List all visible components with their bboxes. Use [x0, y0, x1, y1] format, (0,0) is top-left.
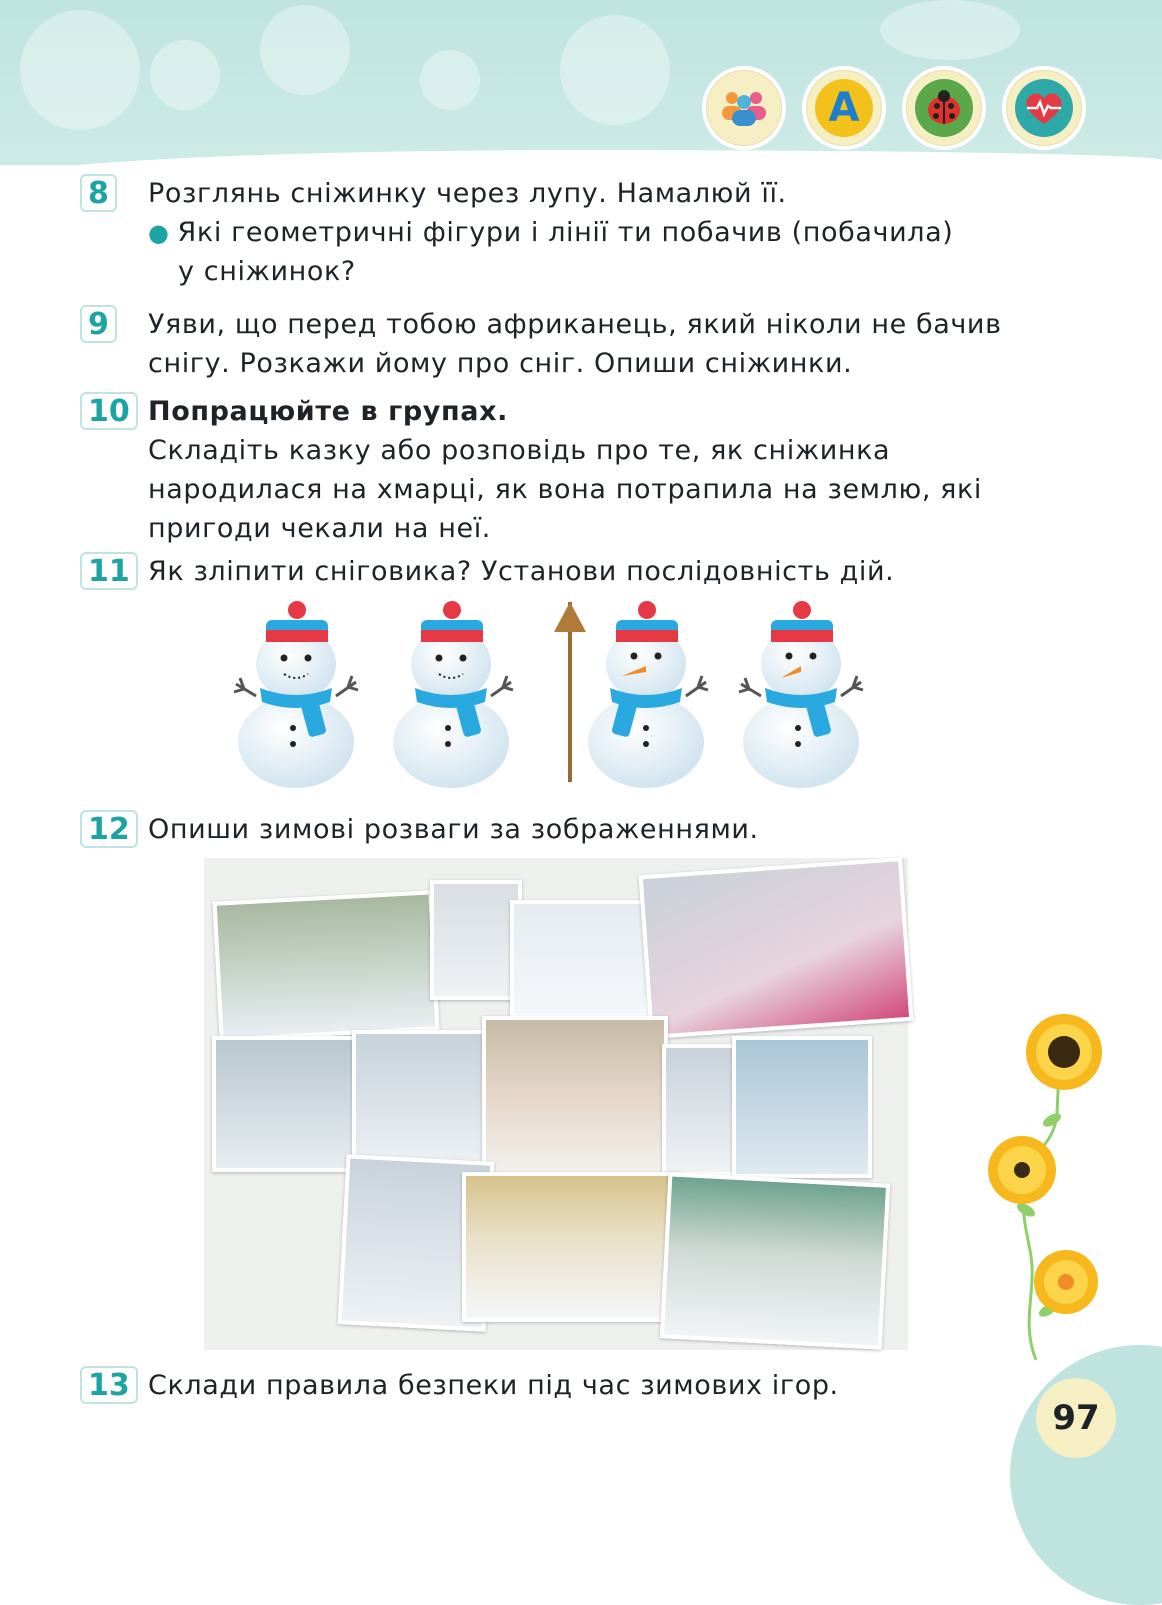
task-text: народилася на хмарці, як вона потрапила на землю, які [148, 474, 983, 505]
decor-bubble [150, 40, 220, 110]
sunflower-icon [1026, 1014, 1102, 1090]
decor-bubble [420, 50, 480, 110]
photo-sledding-hill [660, 1172, 890, 1349]
snowman-1 [234, 601, 358, 788]
decor-bubble [880, 0, 1020, 60]
task-text: Склади правила безпеки під час зимових ігор. [148, 1370, 839, 1401]
badge-group [702, 66, 786, 150]
photo-snowball-fight [462, 1172, 680, 1322]
badge-letter [802, 66, 886, 150]
winter-activities-collage [204, 858, 908, 1350]
badge-nature [902, 66, 986, 150]
page-number: 97 [1036, 1378, 1116, 1458]
task-text: Складіть казку або розповідь про те, як сніжинка [148, 435, 891, 466]
task-number: 12 [80, 810, 138, 848]
snowmen-illustration [196, 592, 876, 798]
snowman-4 [739, 601, 863, 788]
task-text: Уяви, що перед тобою африканець, який ніколи не бачив [148, 309, 1002, 340]
ladybug-icon [915, 79, 973, 137]
photo-hot-drink [639, 857, 914, 1039]
photo-fall-on-ice [510, 900, 650, 1018]
decor-bubble [20, 10, 140, 130]
snowman-2 [393, 601, 513, 788]
sunflower-decoration [980, 1010, 1120, 1410]
photo-horse-ride [212, 1036, 360, 1172]
heart-pulse-icon [1015, 79, 1073, 137]
task-number: 13 [80, 1366, 138, 1404]
letter-a-glyph: А [828, 85, 860, 131]
task-text: Розглянь сніжинку через лупу. Намалюй її. [148, 178, 787, 209]
sunflower-icon [988, 1136, 1056, 1204]
task-text: снігу. Розкажи йому про сніг. Опиши сніжинки. [148, 348, 853, 379]
task-text: Як зліпити сніговика? Установи послідовність дій. [148, 556, 895, 587]
task-text: Опиши зимові розваги за зображеннями. [148, 814, 759, 845]
task-text: у сніжинок? [178, 256, 356, 287]
letter-a-icon [815, 79, 873, 137]
photo-snowman-family [482, 1016, 668, 1176]
task-bullet-line [148, 213, 953, 253]
photo-family-skating [212, 890, 439, 1041]
decor-bubble [560, 15, 670, 125]
photo-snow-play [352, 1030, 492, 1174]
photo-kids-winter [662, 1044, 742, 1176]
header-badges [702, 66, 1086, 150]
photo-kids-cheering [732, 1036, 872, 1178]
sunflower-icon [1034, 1250, 1098, 1314]
task-text: Які геометричні фігури і лінії ти побачив (побачила) [177, 217, 954, 248]
task-number: 10 [80, 392, 138, 430]
photo-girl-skating [430, 880, 522, 1000]
task-text: пригоди чекали на неї. [148, 513, 491, 544]
task-number: 8 [80, 174, 117, 212]
snowman-3 [554, 601, 708, 788]
task-number: 11 [80, 552, 138, 590]
bullet-icon: ● [148, 219, 170, 247]
group-work-icon [715, 79, 773, 137]
task-number: 9 [80, 305, 117, 343]
decor-bubble [260, 5, 350, 95]
badge-health [1002, 66, 1086, 150]
task-title: Попрацюйте в групах. [148, 396, 508, 427]
